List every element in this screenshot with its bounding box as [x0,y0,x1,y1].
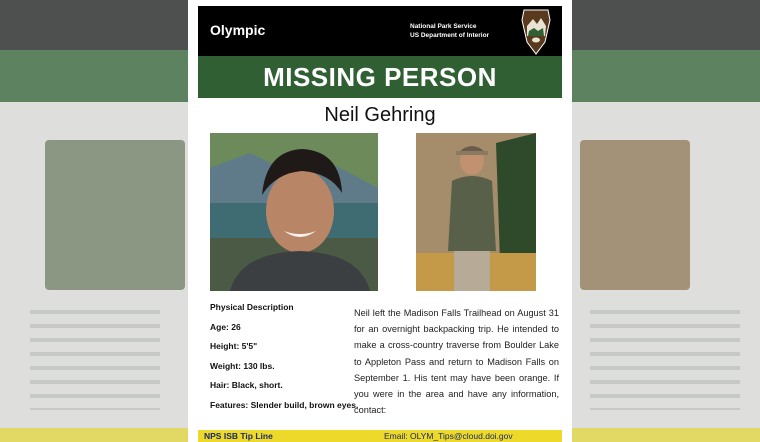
description-heading: Physical Description [210,302,294,312]
poster-header [198,6,562,56]
story-text: Neil left the Madison Falls Trailhead on August 31 for an overnight backpacking trip. He intended to make a cross-country traverse from Boulder Lake to Appleton Pass and return to Madison Falls on September 1. His tent may have been orange. If you were in the area and have any information, contact: [354,308,559,416]
full-body-photo [416,133,536,291]
headline: MISSING PERSON [263,62,497,92]
agency-text [410,22,489,40]
park-name: Olympic [210,22,266,38]
nps-arrowhead-badge-icon [518,6,554,56]
portrait-photo [210,133,378,291]
physical-description [210,302,360,419]
missing-person-poster [188,0,572,442]
agency-line-2: US Department of Interior [410,32,490,39]
tip-line-label: NPS ISB Tip Line [204,431,273,441]
height-text: Height: 5'5" [210,341,258,351]
age-text: Age: 26 [210,321,241,332]
hair-text: Hair: Black, short. [210,380,283,390]
weight-text: Weight: 130 lbs. [210,360,275,371]
tip-line-bar [198,430,562,442]
tip-email[interactable]: Email: OLYM_Tips@cloud.doi.gov [384,431,513,441]
headline-banner [198,56,562,98]
features-text: Features: Slender build, brown eyes. [210,399,359,410]
person-name: Neil Gehring [324,104,436,126]
agency-line-1: National Park Service [410,23,477,30]
